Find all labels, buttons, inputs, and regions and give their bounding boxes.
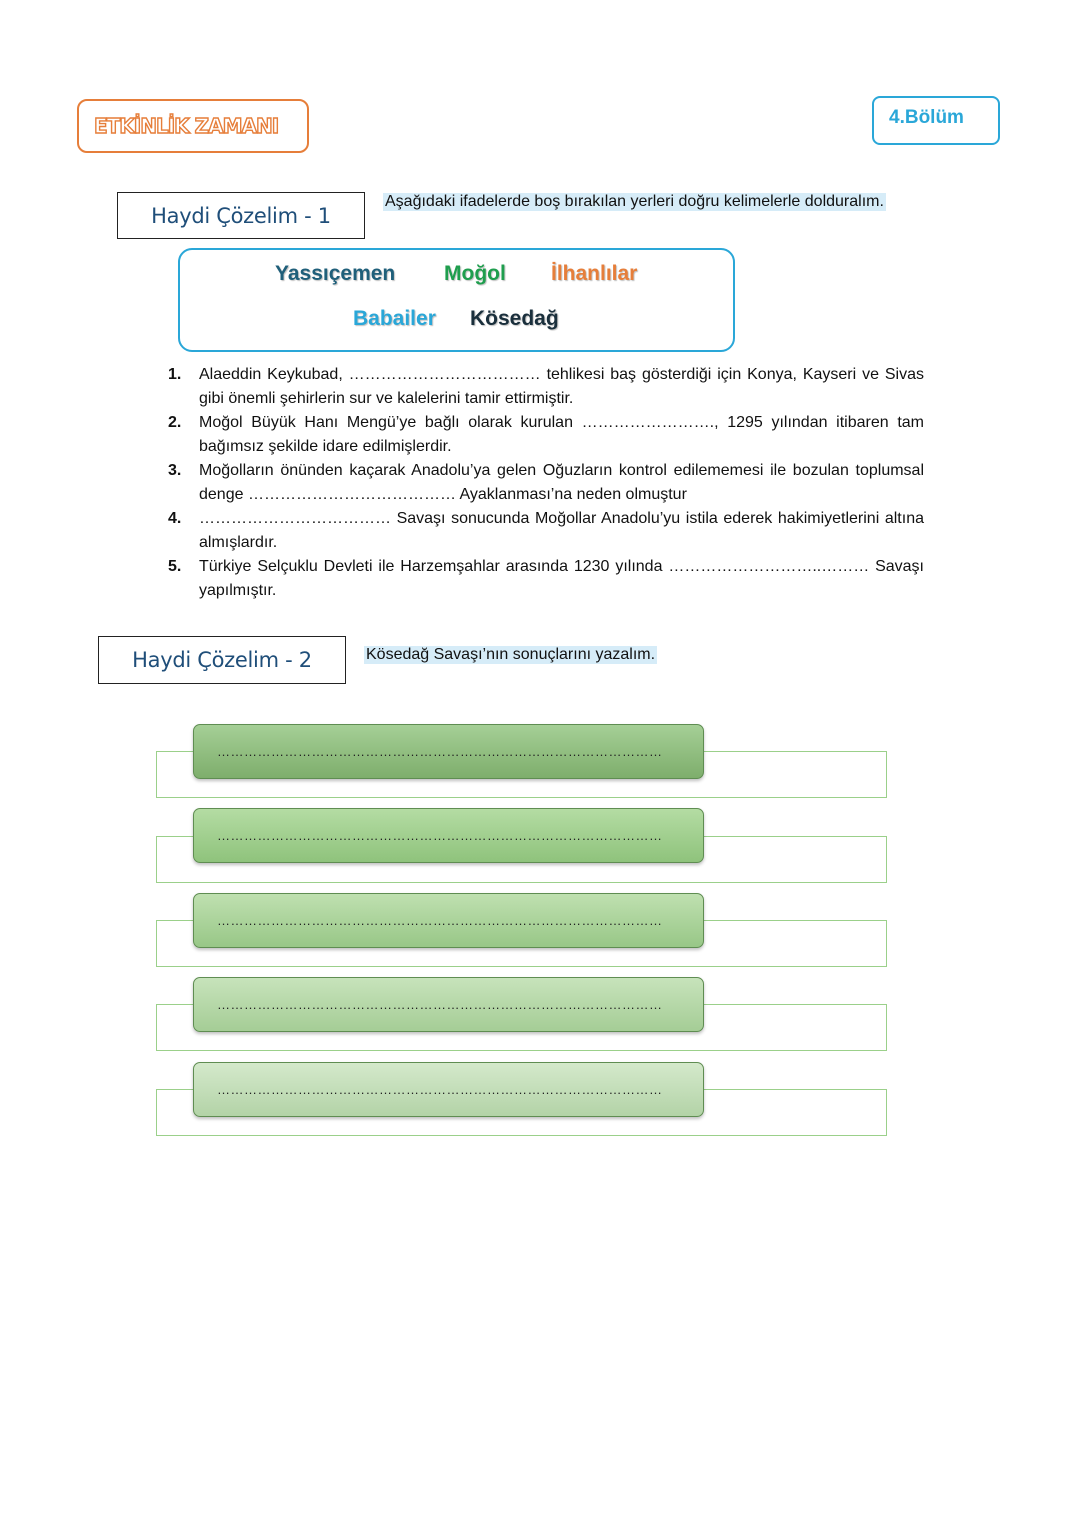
answer-field[interactable]: ………………………………………………………………………………………	[193, 808, 704, 863]
word-bank-item: Moğol	[444, 262, 506, 285]
word-bank-item: Yassıçemen	[275, 262, 396, 285]
question-number: 3.	[168, 462, 182, 479]
question-text: Türkiye Selçuklu Devleti ile Harzemşahlar arasında 1230 yılında ………………………..……… Savaşı yapılmıştır.	[199, 558, 924, 599]
answer-field[interactable]: ………………………………………………………………………………………	[193, 977, 704, 1032]
word-bank-item: Babailer	[353, 307, 436, 330]
question-text: ……………………………… Savaşı sonucunda Moğollar Anadolu’yu istila ederek hakimiyetlerini altına almışlardır.	[199, 510, 924, 551]
question-list	[168, 363, 924, 603]
answer-field[interactable]: ………………………………………………………………………………………	[193, 1062, 704, 1117]
question-text: Alaeddin Keykubad, ……………………………… tehlikesi baş gösterdiği için Konya, Kayseri ve Sivas gibi önemli şehirlerin sur ve kalelerini tamir ettirmiştir.	[199, 366, 924, 407]
question-number: 2.	[168, 414, 182, 431]
question-item	[168, 507, 924, 555]
section1-title: Haydi Çözelim - 1	[117, 192, 365, 239]
question-item	[168, 555, 924, 603]
section2-instruction: Kösedağ Savaşı’nın sonuçlarını yazalım.	[366, 646, 656, 663]
question-number: 1.	[168, 366, 182, 383]
section1-instruction: Aşağıdaki ifadelerde boş bırakılan yerleri doğru kelimelerle dolduralım.	[385, 193, 884, 210]
word-bank-item: İlhanlılar	[551, 262, 638, 285]
question-item	[168, 411, 924, 459]
answer-field[interactable]: ………………………………………………………………………………………	[193, 893, 704, 948]
question-text: Moğol Büyük Hanı Mengü’ye bağlı olarak kurulan ……………………., 1295 yılından itibaren tam bağımsız şekilde idare edilmişlerdir.	[199, 414, 924, 455]
activity-badge	[77, 99, 309, 153]
question-item	[168, 363, 924, 411]
question-item	[168, 459, 924, 507]
section2-title: Haydi Çözelim - 2	[98, 636, 346, 684]
chapter-badge: 4.Bölüm	[872, 96, 1000, 145]
activity-label: ETKİNLİK ZAMANI	[94, 114, 279, 138]
word-bank	[178, 248, 735, 352]
word-bank-item: Kösedağ	[470, 307, 559, 330]
question-number: 4.	[168, 510, 182, 527]
answer-field[interactable]: ………………………………………………………………………………………	[193, 724, 704, 779]
question-text: Moğolların önünden kaçarak Anadolu’ya gelen Oğuzların kontrol edilememesi ile bozulan toplumsal denge ………………………………… Ayaklanması’na neden olmuştur	[199, 462, 924, 503]
question-number: 5.	[168, 558, 182, 575]
